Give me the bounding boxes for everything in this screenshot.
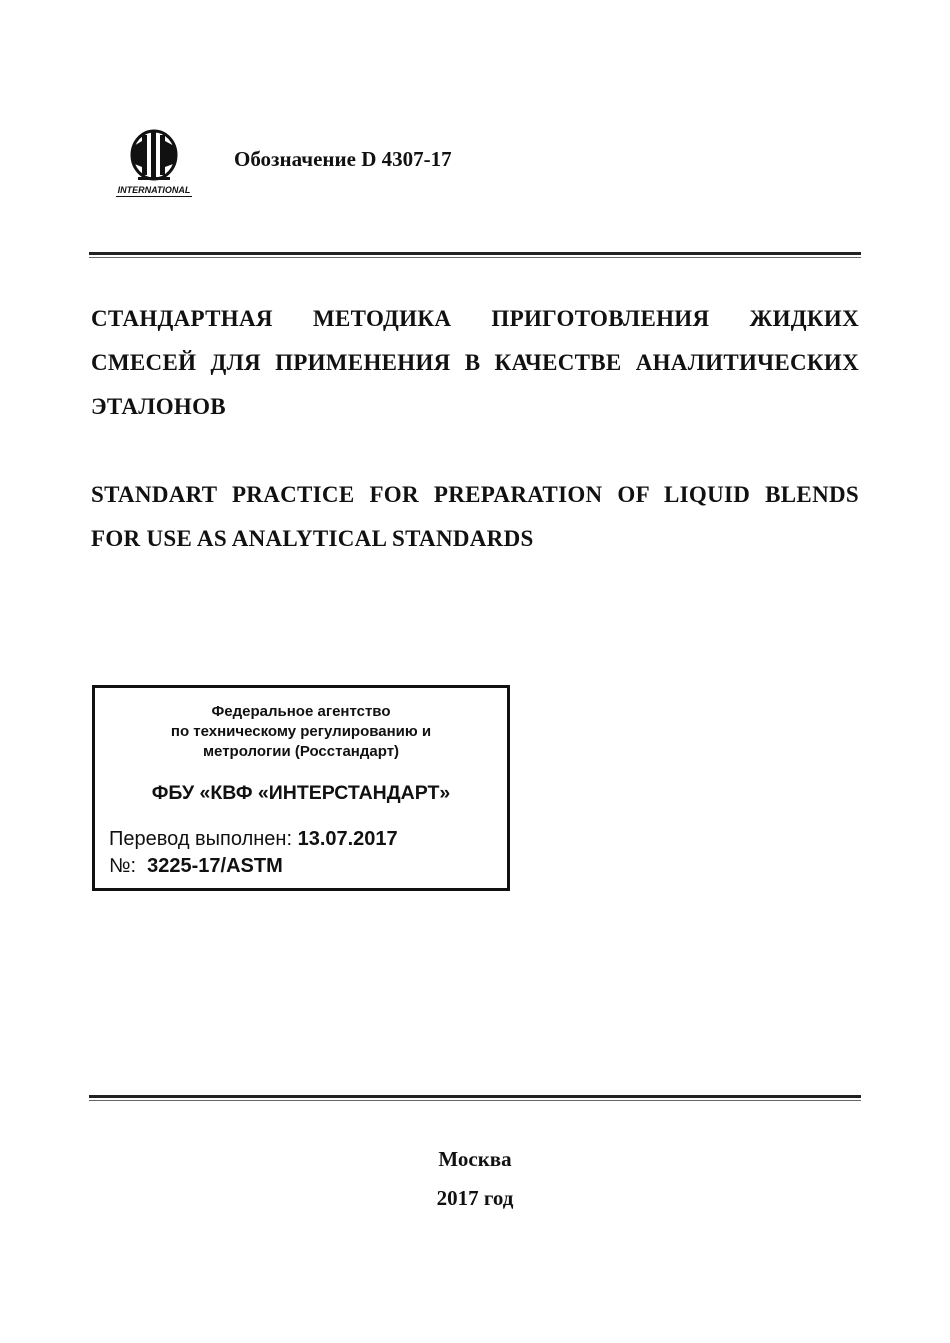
agency-line: Федеральное агентство bbox=[211, 703, 391, 720]
number-value: 3225-17/ASTM bbox=[147, 855, 283, 877]
year: 2017 год bbox=[436, 1186, 514, 1210]
agency-name bbox=[95, 702, 507, 762]
agency-line: по техническому регулированию и bbox=[170, 723, 432, 740]
translation-label: Перевод выполнен: bbox=[109, 828, 293, 850]
translation-line bbox=[109, 828, 398, 851]
top-divider bbox=[89, 252, 861, 258]
bottom-divider bbox=[89, 1095, 861, 1101]
organization-name: ФБУ «КВФ «ИНТЕРСТАНДАРТ» bbox=[151, 782, 451, 804]
city: Москва bbox=[438, 1147, 512, 1171]
translation-date: 13.07.2017 bbox=[297, 828, 398, 850]
title-russian: СТАНДАРТНАЯ МЕТОДИКА ПРИГОТОВЛЕНИЯ ЖИДКИХ СМЕСЕЙ ДЛЯ ПРИМЕНЕНИЯ В КАЧЕСТВЕ АНАЛИТИЧЕСКИХ ЭТАЛОНОВ bbox=[91, 306, 859, 419]
astm-logo bbox=[112, 127, 196, 199]
number-line bbox=[109, 855, 283, 878]
designation: Обозначение D 4307-17 bbox=[234, 147, 452, 171]
translation-stamp bbox=[92, 685, 510, 891]
svg-text:INTERNATIONAL: INTERNATIONAL bbox=[117, 185, 191, 195]
title-english: STANDART PRACTICE FOR PREPARATION OF LIQUID BLENDS FOR USE AS ANALYTICAL STANDARDS bbox=[91, 482, 859, 551]
agency-line: метрологии (Росстандарт) bbox=[202, 743, 400, 760]
number-label: №: bbox=[109, 855, 137, 877]
